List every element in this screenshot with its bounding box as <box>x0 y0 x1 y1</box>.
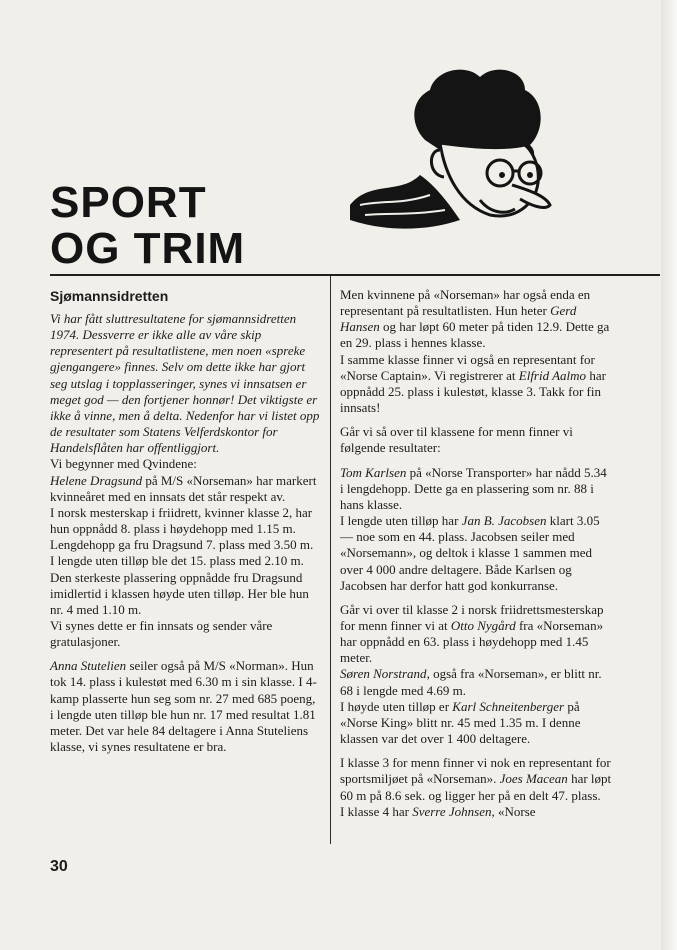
athlete-name: Søren Norstrand <box>340 666 427 682</box>
paragraph <box>340 804 612 820</box>
paragraph: Vi synes dette er fin innsats og sender våre gratulasjoner. <box>50 617 273 650</box>
horizontal-rule <box>50 274 660 276</box>
paragraph <box>50 658 322 755</box>
paragraph-text: seiler også på M/S «Norman». Hun tok 14. plass i kulestøt med 6.30 m i sin klasse. I 4-kamp plasserte hun seg som nr. 27 med 685 poeng, i lengde uten tilløp ble hun nr. 17 med resultat 1.81 meter. Det var hele 84 deltagere i Anna Stuteliens klasse, vi synes resultatene er bra. <box>50 658 317 755</box>
intro-paragraph: Vi har fått sluttresultatene for sjømannsidretten 1974. Dessverre er ikke alle av våre skip representert på resultatlistene, men noen «spreke gjengangere» finnes. Selv om dette ikke har gjort seg utslag i topplasseringer, synes vi innsatsen er meget god — den fortjener honnør! Det viktigste er ikke å vinne, men å delta. Nedenfor har vi listet opp de resultater som Statens Velferdskontor for Handelsflåten har offentliggjort. <box>50 311 320 456</box>
paragraph-text: på «Norse King» blitt nr. 45 med 1.35 m. I denne klassen var det over 1 400 deltagere. <box>340 698 581 747</box>
paragraph-text: fra «Norseman» har oppnådd en 63. plass i høydehopp med 1.45 meter. <box>340 617 604 666</box>
paragraph-text: Men kvinnene på «Norseman» har også enda en representant på resultatlisten. Hun heter <box>340 287 591 319</box>
athlete-name: Gerd Hansen <box>340 303 577 335</box>
athlete-name: Sverre Johnsen, <box>412 803 495 819</box>
page-number: 30 <box>50 858 68 875</box>
left-column <box>50 287 322 755</box>
cartoon-face-illustration <box>340 55 555 235</box>
column-divider <box>330 276 331 844</box>
paragraph-text: I klasse 3 for menn finner vi nok en representant for sportsmiljøet på «Norseman». <box>340 755 611 787</box>
paragraph <box>340 755 612 803</box>
paragraph-text: I samme klasse finner vi også en representant for «Norse Captain». Vi registrerer at <box>340 351 595 383</box>
paragraph-text: I klasse 4 har <box>340 803 413 819</box>
paragraph-text: har oppnådd 25. plass i kulestøt, klasse 3. Takk for fin innsats! <box>340 367 606 416</box>
paragraph-text: har løpt 60 m på 8.6 sek. og ligger her på en delt 47. plass. <box>340 771 612 803</box>
paragraph: Den sterkeste plassering oppnådde fru Dragsund imidlertid i klassen høyde uten tilløp. Her ble hun nr. 4 med 1.10 m. <box>50 569 309 617</box>
title-line-1: SPORT <box>50 178 207 227</box>
paragraph-text: I lengde uten tilløp har <box>340 513 462 529</box>
paragraph <box>340 666 612 698</box>
athlete-name: Karl Schneitenberger <box>452 698 565 714</box>
paragraph: I lengde uten tilløp ble det 15. plass med 2.10 m. <box>50 553 304 569</box>
athlete-name: Helene Dragsund <box>50 472 143 488</box>
paragraph-text: klart 3.05 — noe som en 44. plass. Jacobsen seiler med «Norsemann», og deltok i klasse 1 sammen med over 4 000 andre deltagere. Både Karlsen og Jacobsen har derfor hatt god konkurranse. <box>340 513 600 593</box>
paragraph <box>50 473 322 505</box>
paragraph <box>340 352 612 417</box>
paragraph <box>340 602 612 667</box>
athlete-name: Joes Macean <box>499 771 568 787</box>
athlete-name: Anna Stutelien <box>50 658 127 674</box>
athlete-name: Elfrid Aalmo <box>518 367 587 383</box>
paragraph-text: «Norse <box>494 803 536 819</box>
paragraph: Vi begynner med Qvindene: <box>50 456 197 472</box>
paragraph-text: og har løpt 60 meter på tiden 12.9. Dette ga en 29. plass i hennes klasse. <box>340 319 610 351</box>
athlete-name: Tom Karlsen <box>340 464 407 480</box>
title-line-2: OG TRIM <box>50 224 246 273</box>
paragraph <box>340 287 612 352</box>
athlete-name: Otto Nygård <box>450 617 516 633</box>
paragraph-text: , også fra «Norseman», er blitt nr. 68 i lengde med 4.69 m. <box>340 666 602 698</box>
page-edge <box>661 0 677 950</box>
paragraph-text: I høyde uten tilløp er <box>340 698 453 714</box>
athlete-name: Jan B. Jacobsen <box>461 513 547 529</box>
paragraph-text: på M/S «Norseman» har markert kvinneåret med en innsats det står respekt av. <box>50 472 317 504</box>
right-column <box>340 287 612 820</box>
paragraph-text: Går vi over til klasse 2 i norsk friidrettsmesterskap for menn finner vi at <box>340 601 604 633</box>
paragraph <box>340 465 612 513</box>
paragraph <box>340 513 612 594</box>
paragraph-text: på «Norse Transporter» har nådd 5.34 i lengdehopp. Dette ga en plassering som nr. 88 i hans klasse. <box>340 464 607 512</box>
section-title <box>50 180 245 272</box>
paragraph: Lengdehopp ga fru Dragsund 7. plass med 3.50 m. <box>50 537 314 553</box>
paragraph: I norsk mesterskap i friidrett, kvinner klasse 2, har hun oppnådd 8. plass i høydehopp med 1.15 m. <box>50 504 313 537</box>
paragraph <box>340 699 612 747</box>
paragraph: Går vi så over til klassene for menn finner vi følgende resultater: <box>340 424 573 456</box>
article-heading: Sjømannsidretten <box>50 288 169 304</box>
